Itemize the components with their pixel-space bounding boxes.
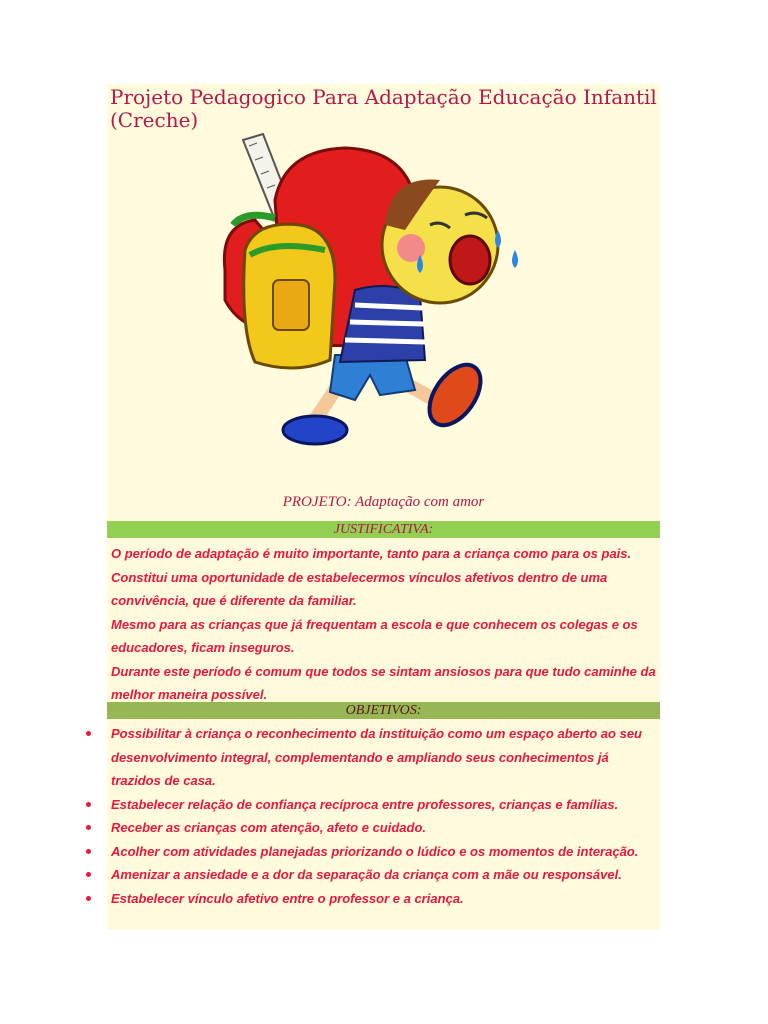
justificativa-line: Constitui uma oportunidade de estabelecermos vínculos afetivos dentro de uma convivência, que é diferente da familiar.	[111, 569, 608, 608]
crying-child-illustration	[215, 130, 525, 460]
list-item-text: Possibilitar à criança o reconhecimento da instituição como um espaço aberto ao seu desenvolvimento integral, complementando e ampliando seus conhecimentos já trazidos de casa.	[111, 726, 642, 788]
justificativa-heading: JUSTIFICATIVA:	[107, 521, 660, 538]
list-item-text: Amenizar a ansiedade e a dor da separação da criança com a mãe ou responsável.	[111, 867, 622, 882]
justificativa-line: Mesmo para as crianças que já frequentam a escola e que conhecem os colegas e os educadores, ficam inseguros.	[111, 616, 638, 655]
list-item	[86, 816, 661, 840]
page-title: Projeto Pedagogico Para Adaptação Educação Infantil (Creche)	[110, 85, 657, 132]
justificativa-line: O período de adaptação é muito importante, tanto para a criança como para os pais.	[111, 546, 632, 561]
bullet-icon	[86, 896, 91, 901]
list-item-text: Estabelecer relação de confiança recíproca entre professores, crianças e famílias.	[111, 796, 619, 812]
list-item	[86, 887, 661, 911]
objetivos-list	[86, 722, 661, 910]
list-item-text: Estabelecer vínculo afetivo entre o professor e a criança.	[111, 890, 464, 906]
project-label: PROJETO: Adaptação com amor	[282, 494, 485, 510]
list-item	[86, 840, 661, 864]
list-item-text: Acolher com atividades planejadas priorizando o lúdico e os momentos de interação.	[111, 843, 639, 859]
list-item	[86, 863, 661, 887]
list-item	[86, 722, 661, 793]
bullet-icon	[86, 849, 91, 854]
bullet-icon	[86, 802, 91, 807]
list-item-text: Receber as crianças com atenção, afeto e cuidado.	[111, 820, 427, 835]
bullet-icon	[86, 731, 91, 736]
bullet-icon	[86, 872, 91, 877]
justificativa-line: Durante este período é comum que todos se sintam ansiosos para que tudo caminhe da melhor maneira possível.	[111, 663, 656, 702]
bullet-icon	[86, 825, 91, 830]
list-item	[86, 793, 661, 817]
justificativa-text	[111, 542, 666, 707]
objetivos-heading: OBJETIVOS:	[107, 702, 660, 719]
